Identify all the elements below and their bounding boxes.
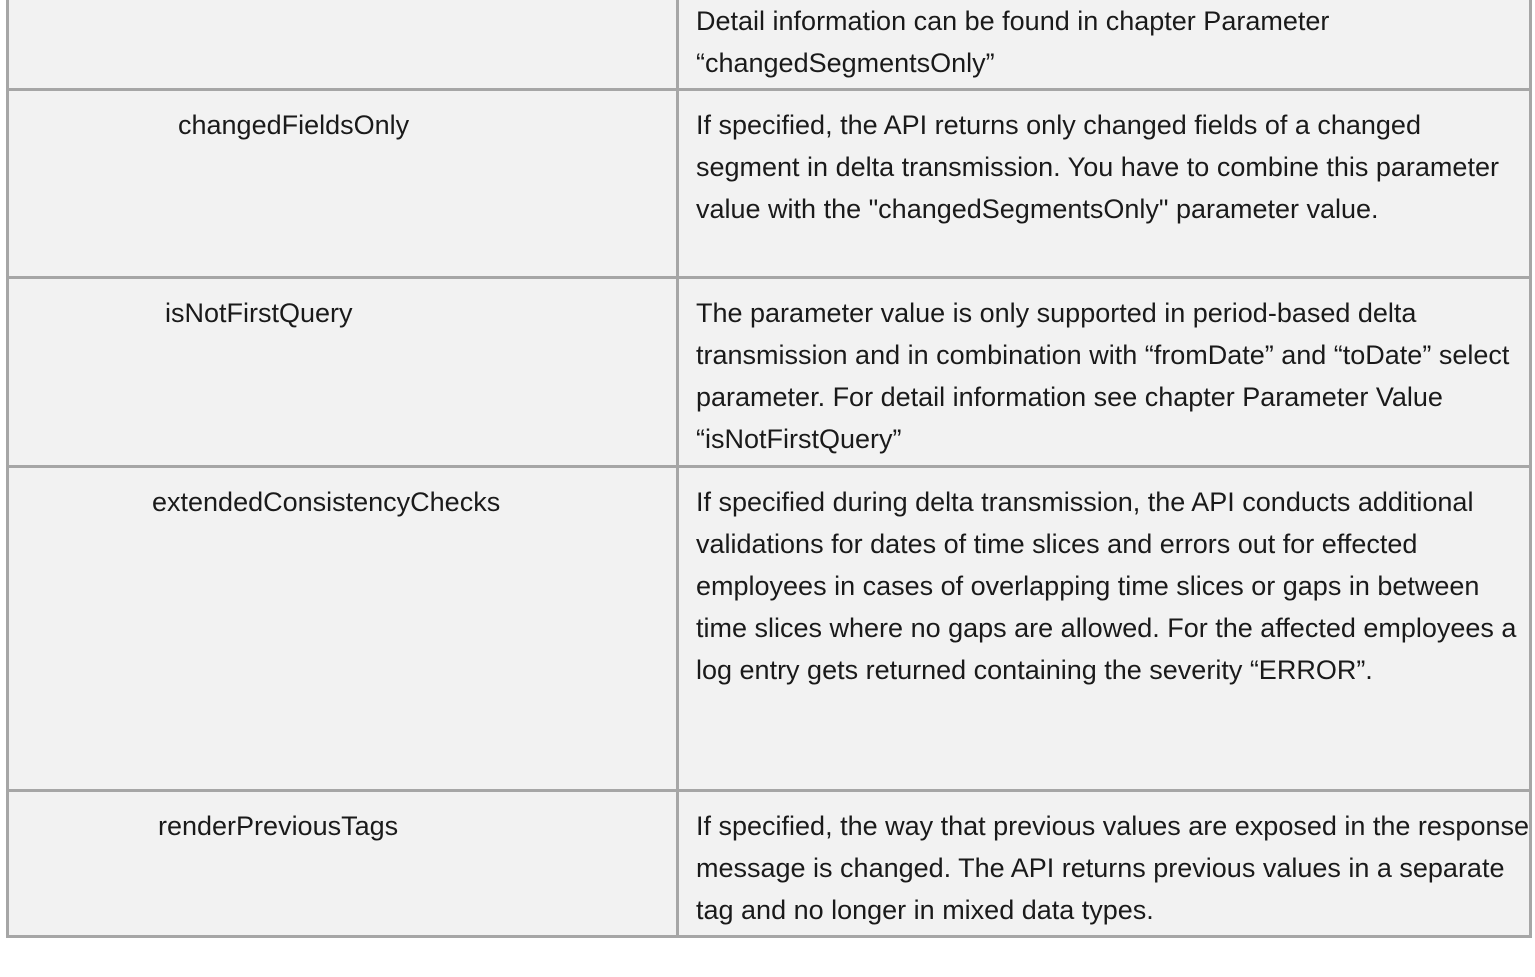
parameter-description: Detail information can be found in chapter Parameter “changedSegmentsOnly”	[696, 6, 1330, 78]
parameter-description-cell	[678, 90, 1531, 278]
parameter-name-cell	[8, 467, 678, 791]
table-row	[8, 467, 1531, 791]
parameter-table	[6, 0, 1532, 938]
parameter-name: renderPreviousTags	[158, 811, 399, 841]
parameter-description: If specified, the way that previous values are exposed in the response message is changed. The API returns previous values in a separate tag and no longer in mixed data types.	[696, 811, 1529, 925]
parameter-name-cell	[8, 791, 678, 937]
parameter-description-cell	[678, 278, 1531, 467]
table-row	[8, 90, 1531, 278]
parameter-name: changedFieldsOnly	[178, 110, 410, 140]
parameter-description-cell	[678, 467, 1531, 791]
parameter-description-cell	[678, 0, 1531, 90]
parameter-description: If specified, the API returns only changed fields of a changed segment in delta transmission. You have to combine this parameter value with the "changedSegmentsOnly" parameter value.	[696, 110, 1499, 224]
parameter-description-cell	[678, 791, 1531, 937]
parameter-name: extendedConsistencyChecks	[152, 487, 501, 517]
parameter-description: If specified during delta transmission, the API conducts additional validations for dates of time slices and errors out for effected employees in cases of overlapping time slices or gaps in between time slices where no gaps are allowed. For the affected employees a log entry gets returned containing the severity “ERROR”.	[696, 487, 1517, 685]
table-row	[8, 278, 1531, 467]
table-row	[8, 791, 1531, 937]
parameter-description: The parameter value is only supported in period-based delta transmission and in combination with “fromDate” and “toDate” select parameter. For detail information see chapter Parameter Value “isNotFirstQuery”	[696, 298, 1510, 454]
table-row	[8, 0, 1531, 90]
parameter-name-cell	[8, 278, 678, 467]
parameter-name: isNotFirstQuery	[165, 298, 353, 328]
parameter-name	[9, 0, 676, 13]
parameter-name-cell	[8, 0, 678, 90]
parameter-name-cell	[8, 90, 678, 278]
